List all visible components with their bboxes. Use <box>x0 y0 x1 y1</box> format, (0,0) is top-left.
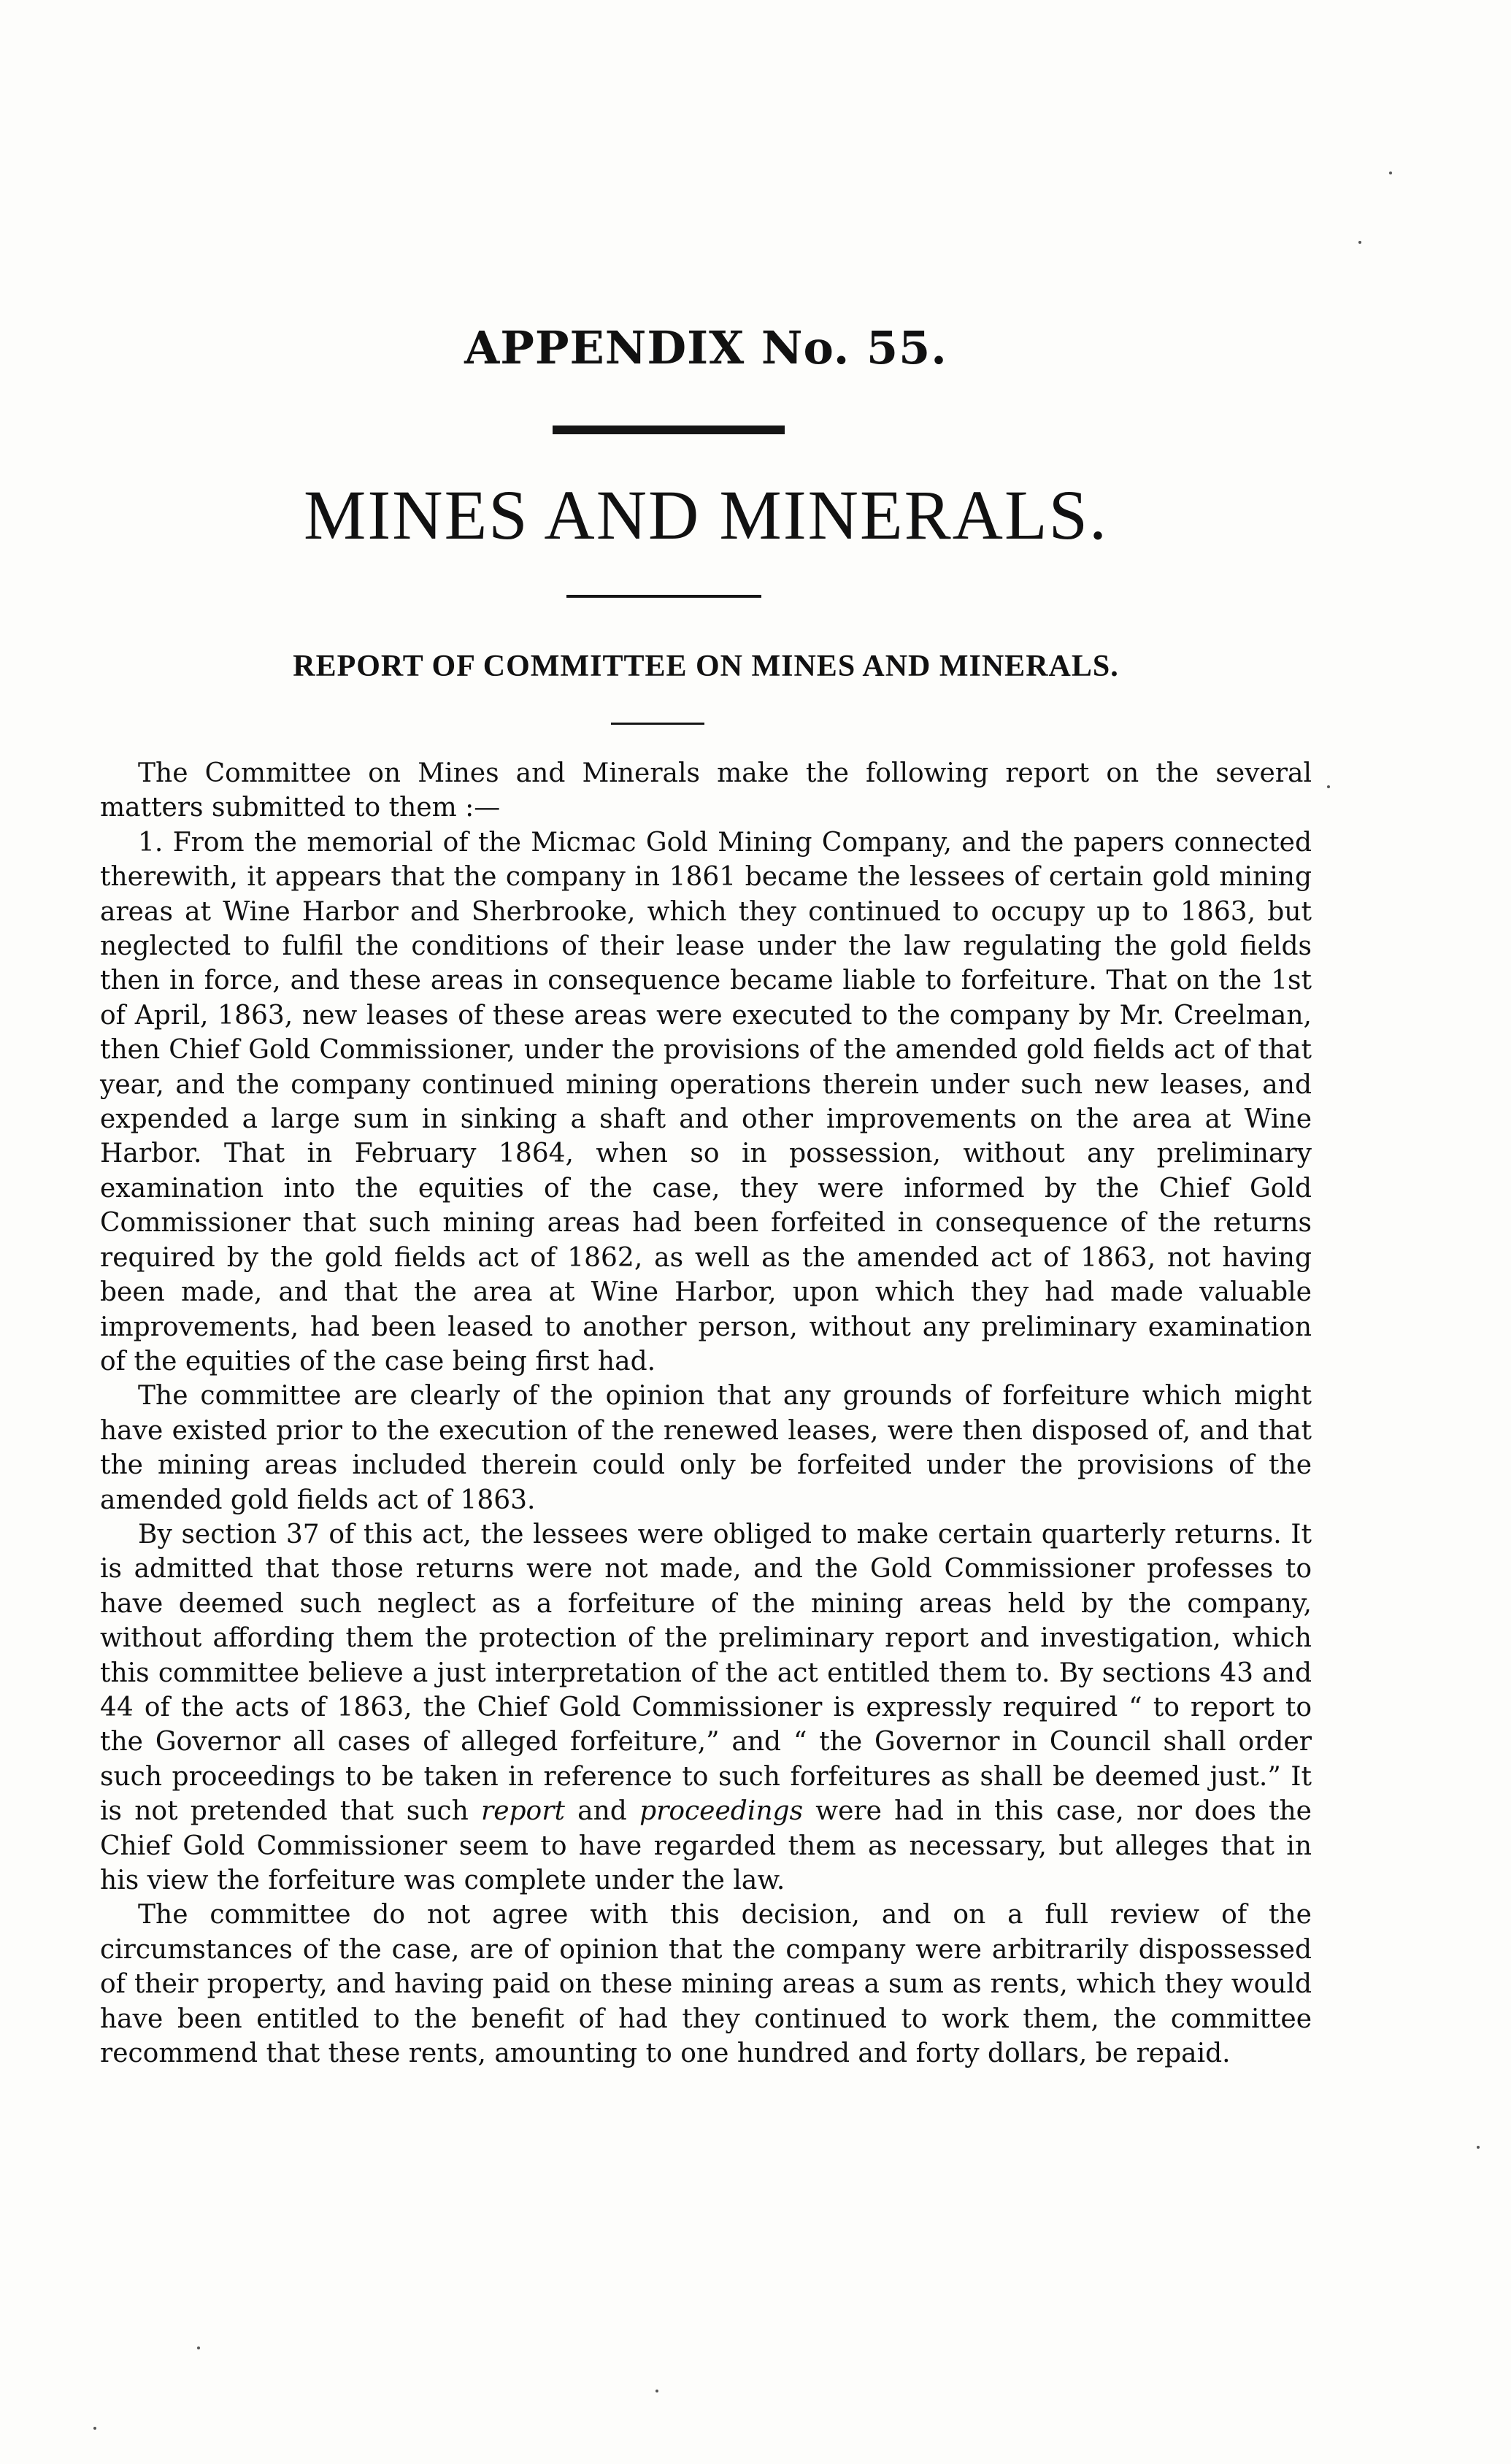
main-title: MINES AND MINERALS. <box>303 476 1109 554</box>
print-speck <box>1389 172 1392 174</box>
italic-proceedings: proceedings <box>639 1796 804 1827</box>
print-speck <box>93 2427 96 2430</box>
italic-report: report <box>481 1796 565 1827</box>
paragraph-intro: The Committee on Mines and Minerals make the following report on the several matters submitted to them :— <box>100 758 1312 823</box>
print-speck <box>655 2390 658 2392</box>
paragraph-1: 1. From the memorial of the Micmac Gold Mining Company, and the papers connected therewith, it appears that the company in 1861 became the lessees of certain gold mining areas at Wine Harbor and Sherbrooke, which they continued to occupy up to 1863, but neglected to fulfil the conditions of their lease under the law regulating the gold fields then in force, and these areas in consequence became liable to forfeiture. That on the 1st of April, 1863, new leases of these areas were executed to the company by Mr. Creelman, then Chief Gold Commissioner, under the provisions of the amended gold fields act of that year, and the company continued mining operations therein under such new leases, and expended a large sum in sinking a shaft and other improvements on the area at Wine Harbor. That in February 1864, when so in possession, without any preliminary examination into the equities of the case, they were informed by the Chief Gold Commissioner that such mining areas had been forfeited in consequence of the returns required by the gold fields act of 1862, as well as the amended act of 1863, not having been made, and that the area at Wine Harbor, upon which they had made valuable improvements, had been leased to another person, without any preliminary examination of the equities of the case being first had. <box>100 827 1312 1377</box>
print-speck <box>197 2346 200 2349</box>
print-speck <box>1358 241 1361 244</box>
print-speck <box>1327 785 1330 788</box>
paragraph-3-part-b: and <box>564 1796 640 1827</box>
print-speck <box>1477 2146 1480 2149</box>
paragraph-4: The committee do not agree with this decision, and on a full review of the circumstances of the case, are of opinion that the company were arbitrarily dispossessed of their property, and having paid on these mining areas a sum as rents, which they would have been entitled to the benefit of had they continued to work them, the committee recommend that these rents, amounting to one hundred and forty dollars, be repaid. <box>100 1900 1312 2069</box>
heavy-rule <box>553 426 785 434</box>
paragraph-3 <box>100 1517 1312 1898</box>
paragraph-3-part-c: were had in this case, nor does the Chief Gold Commissioner seem to have regarded them as necessary, but alleges that in his view the forfeiture was complete under the law. <box>100 1796 1312 1895</box>
appendix-title: APPENDIX No. 55. <box>464 321 947 374</box>
report-title: REPORT OF COMMITTEE ON MINES AND MINERALS. <box>293 650 1119 683</box>
short-divider-rule <box>611 723 704 725</box>
report-body <box>100 756 1312 2071</box>
paragraph-3-part-a: By section 37 of this act, the lessees were obliged to make certain quarterly returns. It is admitted that those returns were not made, and the Gold Commissioner professes to have deemed such neglect as a forfeiture of the mining areas held by the company, without affording them the protection of the preliminary report and investigation, which this committee believe a just interpretation of the act entitled them to. By sections 43 and 44 of the acts of 1863, the Chief Gold Commissioner is expressly required “ to report to the Governor all cases of alleged forfeiture,” and “ the Governor in Council shall order such proceedings to be taken in reference to such forfeitures as shall be deemed just.” It is not pretended that such <box>100 1519 1312 1827</box>
paragraph-2: The committee are clearly of the opinion that any grounds of forfeiture which might have existed prior to the execution of the renewed leases, were then disposed of, and that the mining areas included therein could only be forfeited under the provisions of the amended gold fields act of 1863. <box>100 1381 1312 1515</box>
divider-rule <box>566 595 761 598</box>
